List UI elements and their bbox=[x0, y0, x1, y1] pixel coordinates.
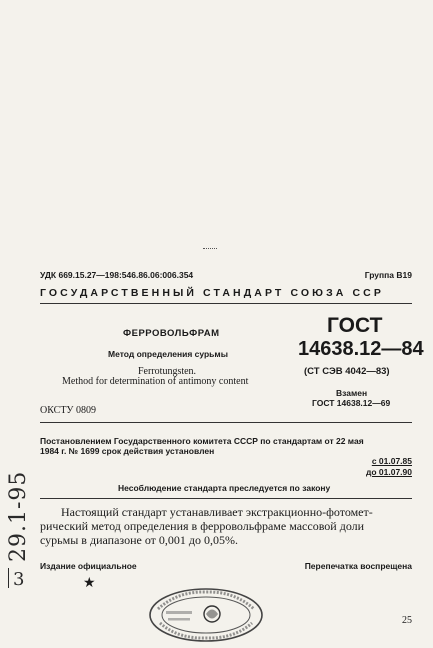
library-stamp bbox=[148, 587, 264, 643]
body-line-1: Настоящий стандарт устанавливает экстракционно-фотомет- bbox=[61, 505, 373, 519]
group-code: Группа В19 bbox=[364, 270, 412, 280]
body-line-2: рический метод определения в ферровольфраме массовой доли bbox=[40, 519, 365, 533]
banner-rule bbox=[40, 303, 412, 304]
replace-value: ГОСТ 14638.12—69 bbox=[312, 398, 391, 408]
penalty-rule bbox=[40, 498, 412, 499]
title-en-main: Ferrotungsten. bbox=[138, 366, 197, 377]
page-number: 25 bbox=[402, 615, 412, 626]
handwritten-stroke bbox=[8, 568, 11, 588]
handwritten-note: 29.1-95 bbox=[6, 470, 31, 562]
gost-label: ГОСТ bbox=[327, 314, 383, 337]
udk-code: УДК 669.15.27—198:546.86.06:006.354 bbox=[40, 270, 194, 280]
official-edition: Издание официальное bbox=[40, 561, 137, 571]
okstu-rule bbox=[40, 422, 412, 423]
valid-to: до 01.07.90 bbox=[365, 467, 412, 477]
cmea-number: (СТ СЭВ 4042—83) bbox=[304, 366, 390, 377]
decree-line-1: Постановлением Государственного комитета СССР по стандартам от 22 мая bbox=[40, 436, 364, 446]
decree-line-2: 1984 г. № 1699 срок действия установлен bbox=[40, 446, 215, 456]
reprint-notice: Перепечатка воспрещена bbox=[304, 561, 412, 571]
body-line-3: сурьмы в диапазоне от 0,001 до 0,05%. bbox=[40, 533, 239, 547]
title-ru-main: ФЕРРОВОЛЬФРАМ bbox=[123, 328, 220, 339]
star-icon: ★ bbox=[83, 574, 96, 590]
handwritten-sub: 3 bbox=[13, 569, 25, 590]
title-en-sub: Method for determination of antimony content bbox=[62, 376, 249, 387]
gost-number: 14638.12—84 bbox=[298, 338, 424, 360]
valid-from: с 01.07.85 bbox=[371, 456, 412, 466]
replace-label: Взамен bbox=[336, 388, 368, 398]
okstu-code: ОКСТУ 0809 bbox=[40, 405, 97, 416]
center-mark bbox=[203, 248, 217, 251]
title-ru-sub: Метод определения сурьмы bbox=[108, 349, 228, 359]
state-standard-banner: ГОСУДАРСТВЕННЫЙ СТАНДАРТ СОЮЗА ССР bbox=[40, 287, 384, 299]
penalty-notice: Несоблюдение стандарта преследуется по закону bbox=[118, 483, 331, 493]
